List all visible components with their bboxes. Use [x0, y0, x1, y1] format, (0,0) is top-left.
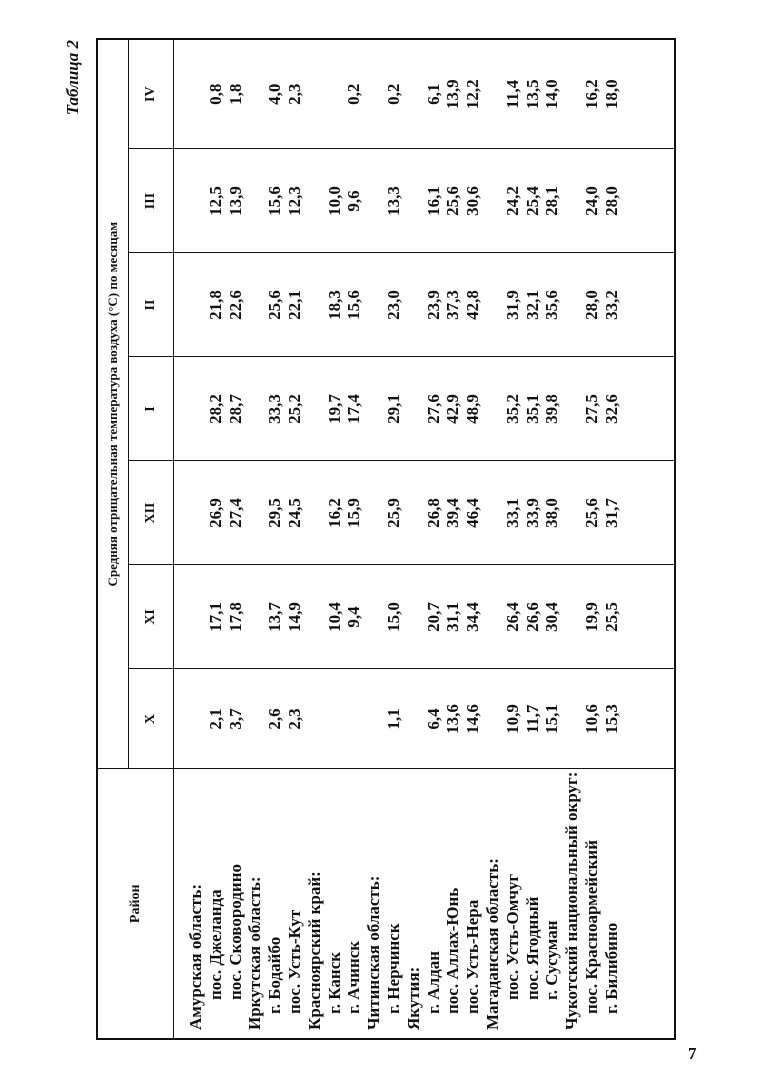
values-column-nov	[174, 565, 676, 669]
temperature-cell: 22,1	[284, 290, 304, 320]
temperature-cell: 42,8	[463, 290, 483, 320]
month-header-apr: IV	[129, 39, 174, 149]
temperature-cell: 2,1	[205, 708, 225, 730]
table-caption: Таблица 2	[63, 40, 82, 116]
temperature-cell: 26,4	[502, 602, 522, 632]
temperature-cell	[404, 462, 424, 565]
temperature-cell	[483, 566, 503, 669]
temperature-cell	[562, 358, 582, 461]
temperature-cell: 2,3	[284, 708, 304, 730]
temperature-cell: 15,3	[601, 704, 621, 734]
temperature-cell: 12,2	[463, 79, 483, 110]
temperature-cell: 39,8	[542, 394, 562, 424]
region-row-label: пос. Красноармейский	[581, 839, 601, 1014]
temperature-cell: 30,6	[463, 186, 483, 216]
temperature-cell: 34,4	[463, 602, 483, 632]
page-number: 7	[688, 1044, 697, 1063]
region-row-label: г. Канск	[324, 951, 344, 1014]
values-column-oct	[174, 669, 676, 769]
month-header-feb: II	[129, 253, 174, 357]
region-group-label: Амурская область:	[186, 883, 205, 1030]
temperature-cell	[364, 358, 384, 461]
temperature-cell: 10,4	[324, 602, 344, 632]
month-header-dec: XII	[129, 461, 174, 565]
temperature-cell: 17,1	[205, 602, 225, 632]
temperature-cell: 10,9	[502, 704, 522, 734]
region-group-label: Читинская область:	[364, 875, 384, 1030]
month-header-nov: XI	[129, 565, 174, 669]
temperature-cell: 17,4	[344, 394, 364, 424]
month-header-jan: I	[129, 357, 174, 461]
temperature-cell	[245, 358, 265, 461]
region-row-label: пос. Аллах-Юнь	[443, 887, 463, 1014]
temperature-cell: 29,5	[265, 498, 285, 528]
temperature-cell: 25,6	[265, 290, 285, 320]
temperature-cell	[562, 150, 582, 253]
temperature-cell	[562, 254, 582, 357]
temperature-cell: 31,1	[443, 602, 463, 632]
temperature-cell: 26,8	[423, 498, 443, 528]
temperature-cell: 20,7	[423, 602, 443, 632]
region-row-label: пос. Усть-Нера	[463, 899, 483, 1014]
temperature-cell	[245, 40, 265, 149]
temperature-cell: 22,6	[225, 290, 245, 320]
temperature-cell: 27,6	[423, 394, 443, 424]
temperature-cell: 13,9	[443, 79, 463, 110]
values-column-feb	[174, 253, 676, 357]
temperature-cell	[404, 150, 424, 253]
temperature-cell	[245, 670, 265, 769]
temperature-cell	[305, 254, 325, 357]
table-body-row	[174, 39, 676, 1039]
temperature-cell	[186, 150, 206, 253]
temperature-cell	[483, 462, 503, 565]
temperature-table	[96, 38, 676, 1040]
temperature-cell: 15,1	[542, 704, 562, 734]
temperature-cell: 15,9	[344, 498, 364, 528]
values-column-dec	[174, 461, 676, 565]
temperature-cell: 13,5	[522, 79, 542, 110]
temperature-cell	[364, 566, 384, 669]
temperature-cell	[562, 40, 582, 149]
temperature-cell: 37,3	[443, 290, 463, 320]
temperature-cell: 25,6	[581, 498, 601, 528]
temperature-cell	[562, 670, 582, 769]
temperature-cell: 28,0	[601, 186, 621, 216]
temperature-cell: 18,0	[601, 79, 621, 110]
temperature-cell	[305, 358, 325, 461]
temperature-cell	[186, 462, 206, 565]
temperature-cell: 27,4	[225, 498, 245, 528]
temperature-cell	[305, 462, 325, 565]
temperature-cell	[305, 670, 325, 769]
region-row-label: г. Ачинск	[344, 940, 364, 1014]
temperature-cell: 38,0	[542, 498, 562, 528]
temperature-cell	[404, 670, 424, 769]
temperature-cell: 3,7	[225, 708, 245, 730]
temperature-cell	[404, 40, 424, 149]
temperature-cell: 24,5	[284, 498, 304, 528]
temperature-cell: 35,1	[522, 394, 542, 424]
values-column-mar	[174, 149, 676, 253]
region-group-label: Иркутская область:	[245, 876, 265, 1030]
temperature-cell: 42,9	[443, 394, 463, 424]
temperature-cell: 6,1	[423, 83, 443, 105]
region-row-label: пос. Усть-Омчуг	[502, 873, 522, 1000]
temperature-cell: 28,1	[542, 186, 562, 216]
temperature-cell: 13,6	[443, 704, 463, 734]
temperature-cell	[344, 670, 364, 769]
temperature-cell	[404, 254, 424, 357]
temperature-cell: 10,6	[581, 704, 601, 734]
temperature-cell: 33,3	[265, 394, 285, 424]
temperature-cell: 21,8	[205, 290, 225, 320]
temperature-cell: 17,8	[225, 602, 245, 632]
region-header: Район	[97, 769, 174, 1039]
temperature-cell: 0,2	[383, 83, 403, 105]
temperature-cell: 11,4	[502, 79, 522, 109]
temperature-cell: 31,9	[502, 290, 522, 320]
temperature-cell	[364, 150, 384, 253]
temperature-cell: 1,1	[383, 708, 403, 730]
temperature-cell: 1,8	[225, 83, 245, 105]
temperature-cell: 14,0	[542, 79, 562, 110]
temperature-cell: 28,2	[205, 394, 225, 424]
temperature-cell	[186, 566, 206, 669]
temperature-cell: 33,9	[522, 498, 542, 528]
temperature-cell	[483, 254, 503, 357]
temperature-cell	[186, 670, 206, 769]
temperature-cell: 15,6	[344, 290, 364, 320]
temperature-cell	[483, 150, 503, 253]
temperature-cell: 0,8	[205, 83, 225, 105]
region-row-label: г. Нерчинск	[383, 923, 403, 1014]
temperature-cell: 27,5	[581, 394, 601, 424]
temperature-cell	[305, 40, 325, 149]
temperature-cell: 32,6	[601, 394, 621, 424]
temperature-cell: 13,7	[265, 602, 285, 632]
temperature-cell: 25,9	[383, 498, 403, 528]
region-row-label: г. Сусуман	[542, 920, 562, 1000]
temperature-cell	[186, 254, 206, 357]
temperature-cell	[364, 40, 384, 149]
temperature-cell	[325, 40, 345, 149]
temperature-cell: 23,9	[423, 290, 443, 320]
temperature-cell: 2,3	[284, 83, 304, 105]
region-group-label: Магаданская область:	[482, 858, 502, 1030]
rotated-table-page	[63, 40, 676, 1040]
temperature-cell	[404, 358, 424, 461]
temperature-cell: 16,1	[423, 186, 443, 216]
temperature-cell	[483, 358, 503, 461]
region-row-label: г. Билибино	[601, 922, 621, 1014]
region-row-label: г. Бодайбо	[265, 936, 285, 1014]
temperature-cell: 14,9	[284, 602, 304, 632]
temperature-cell	[245, 150, 265, 253]
temperature-cell: 28,7	[225, 394, 245, 424]
temperature-cell: 11,7	[522, 704, 542, 734]
group-header: Средняя отрицательная температура воздуха (°С) по месяцам	[97, 39, 129, 769]
region-group-label: Якутия:	[403, 966, 423, 1030]
temperature-cell: 26,9	[205, 498, 225, 528]
temperature-cell	[562, 462, 582, 565]
temperature-cell: 13,9	[225, 186, 245, 216]
temperature-cell: 39,4	[443, 498, 463, 528]
temperature-cell	[562, 566, 582, 669]
temperature-cell: 25,5	[601, 602, 621, 632]
temperature-cell	[364, 670, 384, 769]
temperature-cell: 15,0	[383, 602, 403, 632]
temperature-cell: 12,5	[205, 186, 225, 216]
temperature-cell: 6,4	[423, 708, 443, 730]
temperature-cell: 25,4	[522, 186, 542, 216]
temperature-cell	[186, 358, 206, 461]
temperature-cell	[483, 670, 503, 769]
region-group-label: Чукотский национальный округ:	[562, 771, 582, 1030]
region-row-label: пос. Усть-Кут	[284, 909, 304, 1014]
temperature-cell	[325, 670, 345, 769]
temperature-cell: 10,0	[324, 186, 344, 216]
temperature-cell: 13,3	[383, 186, 403, 216]
temperature-cell: 0,2	[344, 83, 364, 105]
temperature-cell: 15,6	[265, 186, 285, 216]
temperature-cell: 19,7	[324, 394, 344, 424]
temperature-cell	[305, 566, 325, 669]
temperature-cell: 26,6	[522, 602, 542, 632]
temperature-cell: 18,3	[324, 290, 344, 320]
temperature-cell	[245, 462, 265, 565]
temperature-cell	[305, 150, 325, 253]
region-group-label: Красноярский край:	[304, 871, 324, 1030]
temperature-cell: 25,2	[284, 394, 304, 424]
region-row-label: пос. Ягодный	[522, 896, 542, 1000]
values-column-jan	[174, 357, 676, 461]
temperature-cell: 35,6	[542, 290, 562, 320]
month-header-oct: X	[129, 669, 174, 769]
temperature-cell: 9,4	[344, 606, 364, 628]
temperature-cell: 19,9	[581, 602, 601, 632]
temperature-cell: 30,4	[542, 602, 562, 632]
temperature-cell: 25,6	[443, 186, 463, 216]
temperature-cell: 16,2	[324, 498, 344, 528]
temperature-cell: 4,0	[265, 83, 285, 105]
temperature-cell: 33,1	[502, 498, 522, 528]
temperature-cell: 24,0	[581, 186, 601, 216]
temperature-cell: 35,2	[502, 394, 522, 424]
region-names-column	[174, 769, 676, 1039]
temperature-cell: 33,2	[601, 290, 621, 320]
temperature-cell: 14,6	[463, 704, 483, 734]
temperature-cell: 29,1	[383, 394, 403, 424]
temperature-cell	[483, 40, 503, 149]
temperature-cell: 28,0	[581, 290, 601, 320]
temperature-cell	[364, 254, 384, 357]
month-header-mar: III	[129, 149, 174, 253]
temperature-cell: 23,0	[383, 290, 403, 320]
temperature-cell: 16,2	[581, 79, 601, 110]
temperature-cell: 9,6	[344, 190, 364, 212]
temperature-cell	[404, 566, 424, 669]
region-row-label: г. Алдан	[423, 950, 443, 1014]
temperature-cell: 48,9	[463, 394, 483, 424]
temperature-cell	[186, 40, 206, 149]
temperature-cell	[245, 254, 265, 357]
temperature-cell: 32,1	[522, 290, 542, 320]
temperature-cell	[245, 566, 265, 669]
temperature-cell: 24,2	[502, 186, 522, 216]
region-row-label: пос. Джеланда	[205, 889, 225, 1000]
temperature-cell: 46,4	[463, 498, 483, 528]
values-column-apr	[174, 39, 676, 149]
temperature-cell: 31,7	[601, 498, 621, 528]
temperature-cell: 2,6	[265, 708, 285, 730]
region-row-label: пос. Сковородино	[225, 864, 245, 1000]
temperature-cell	[364, 462, 384, 565]
temperature-cell: 12,3	[284, 186, 304, 216]
